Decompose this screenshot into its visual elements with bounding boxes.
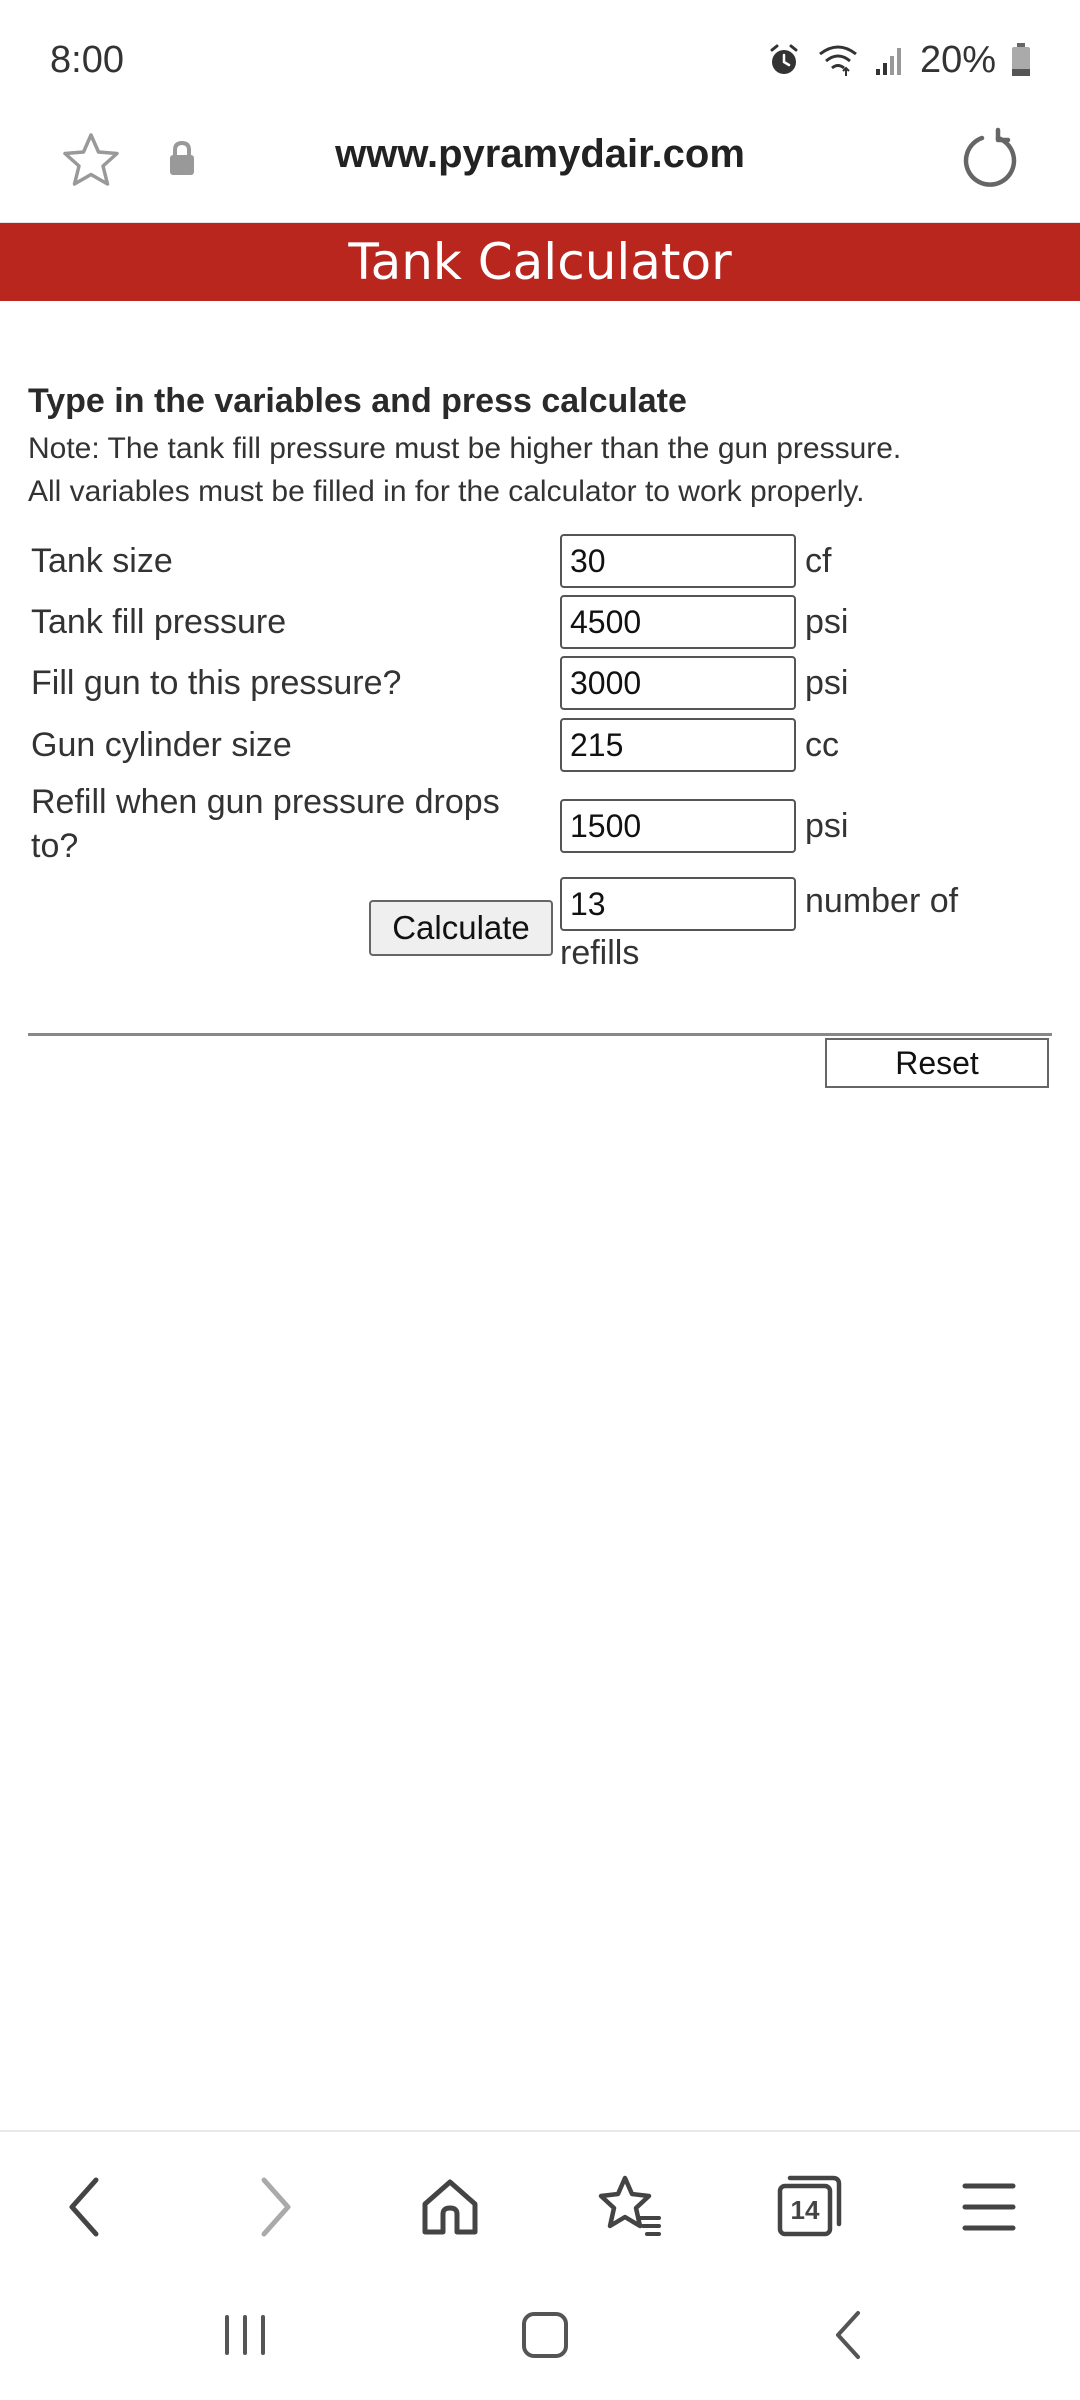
browser-toolbar	[0, 2130, 1080, 2272]
fill-gun-pressure-input[interactable]	[560, 656, 796, 710]
page-title: Tank Calculator	[0, 223, 1080, 301]
back-icon[interactable]	[52, 2172, 122, 2242]
tank-size-label: Tank size	[31, 542, 173, 580]
url-text[interactable]: www.pyramydair.com	[335, 132, 745, 176]
menu-icon[interactable]	[955, 2172, 1025, 2242]
refill-pressure-unit: psi	[805, 807, 849, 845]
reset-button[interactable]: Reset	[825, 1038, 1049, 1088]
bookmarks-icon[interactable]	[595, 2172, 665, 2242]
tank-size-unit: cf	[805, 542, 832, 580]
status-time: 8:00	[50, 38, 124, 81]
result-unit-line2: refills	[560, 934, 640, 972]
result-unit-line1: number of	[805, 882, 959, 920]
home-nav-icon[interactable]	[515, 2305, 575, 2370]
divider	[28, 1033, 1052, 1036]
intro-note-line2: All variables must be filled in for the calculator to work properly.	[28, 475, 865, 508]
system-nav-bar	[0, 2270, 1080, 2400]
forward-icon[interactable]	[238, 2172, 308, 2242]
fill-gun-pressure-unit: psi	[805, 664, 849, 702]
gun-cylinder-size-label: Gun cylinder size	[31, 726, 292, 764]
tab-count: 14	[790, 2195, 820, 2225]
fill-gun-pressure-label: Fill gun to this pressure?	[31, 664, 402, 702]
tank-size-input[interactable]	[560, 534, 796, 588]
tank-fill-pressure-unit: psi	[805, 603, 849, 641]
home-icon[interactable]	[415, 2172, 485, 2242]
tabs-icon[interactable]	[775, 2172, 845, 2242]
calculator-form	[28, 0, 1052, 2400]
refill-pressure-input[interactable]	[560, 799, 796, 853]
intro-note-line1: Note: The tank fill pressure must be higher than the gun pressure.	[28, 432, 902, 465]
back-nav-icon[interactable]	[820, 2305, 880, 2370]
intro-title: Type in the variables and press calculate	[28, 382, 687, 420]
refills-result-output[interactable]	[560, 877, 796, 931]
tank-fill-pressure-label: Tank fill pressure	[31, 603, 287, 641]
refill-pressure-label-line2: to?	[31, 827, 79, 865]
gun-cylinder-size-unit: cc	[805, 726, 839, 764]
gun-cylinder-size-input[interactable]	[560, 718, 796, 772]
recent-apps-icon[interactable]	[215, 2305, 275, 2370]
refill-pressure-label-line1: Refill when gun pressure drops	[31, 783, 500, 821]
tank-fill-pressure-input[interactable]	[560, 595, 796, 649]
calculate-button[interactable]: Calculate	[369, 900, 553, 956]
battery-text: 20%	[919, 38, 996, 81]
